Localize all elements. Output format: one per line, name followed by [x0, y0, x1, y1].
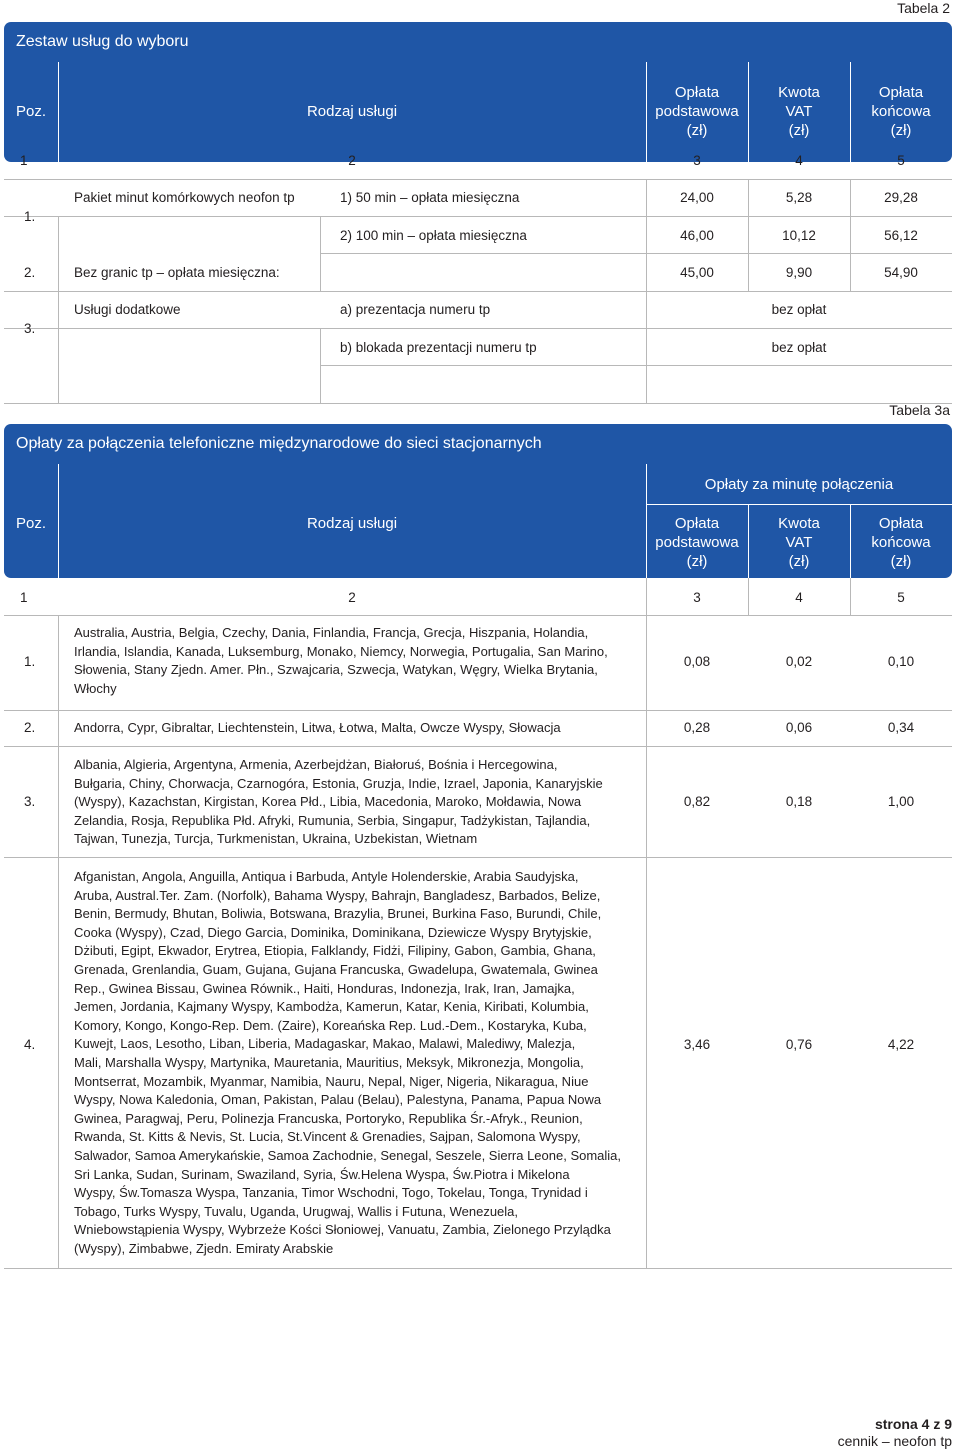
row-vat: 0,76 [785, 1037, 813, 1052]
row-poz: 2. [24, 720, 36, 735]
sub-total: 56,12 [884, 228, 918, 243]
colnum: 3 [693, 153, 701, 168]
row-base: 0,28 [683, 720, 711, 735]
sub-base: 46,00 [680, 228, 714, 243]
row-poz: 1. [24, 654, 36, 669]
table3a-title: Opłaty za połączenia telefoniczne międzynarodowe do sieci stacjonarnych [4, 424, 952, 464]
row-poz: 2. [24, 265, 36, 280]
row-vat: 0,06 [785, 720, 813, 735]
row-poz: 3. [24, 321, 36, 336]
row-total: 1,00 [887, 794, 915, 809]
sub-value: bez opłat [771, 340, 827, 355]
colnum: 5 [897, 153, 905, 168]
row-service: Usługi dodatkowe [74, 302, 181, 317]
colnum: 4 [795, 153, 803, 168]
doc-name: cennik – neofon tp [837, 1433, 952, 1449]
row-total: 4,22 [887, 1037, 915, 1052]
sub-total: 29,28 [884, 190, 918, 205]
header-rodzaj: Rodzaj usługi [306, 515, 398, 532]
colnum: 1 [20, 590, 28, 605]
header-group: Opłaty za minutę połączenia [704, 476, 894, 493]
colnum: 1 [20, 153, 28, 168]
row-total: 0,34 [887, 720, 915, 735]
colnum: 3 [693, 590, 701, 605]
header-koncowa: Opłata końcowa (zł) [871, 515, 931, 570]
header-podstawowa: Opłata podstawowa (zł) [655, 515, 739, 570]
row-vat: 9,90 [785, 265, 813, 280]
table3a-header [4, 464, 952, 578]
table2 [4, 22, 952, 162]
colnum: 2 [348, 153, 356, 168]
header-podstawowa: Opłata podstawowa (zł) [655, 84, 739, 139]
colnum: 4 [795, 590, 803, 605]
row-poz: 4. [24, 1037, 36, 1052]
table3a-label: Tabela 3a [889, 402, 950, 418]
row-countries: Australia, Austria, Belgia, Czechy, Dania, Finlandia, Francja, Grecja, Hiszpania, Holandia, Irlandia, Islandia, Kanada, Luksemburg, Monako, Niemcy, Norwegia, Portugalia, San Marino, Słowenia, Stany Zjedn. Amer. Płn., Szwajcaria, Szwecja, Watykan, Węgry, Wielka Brytania, Włochy [74, 625, 608, 696]
header-vat: Kwota VAT (zł) [778, 515, 820, 570]
row-poz: 3. [24, 794, 36, 809]
row-vat: 0,18 [785, 794, 813, 809]
colnum: 5 [897, 590, 905, 605]
sub-name: 1) 50 min – opłata miesięczna [340, 190, 520, 205]
header-rodzaj: Rodzaj usługi [306, 103, 398, 120]
table3a [4, 424, 952, 578]
header-poz: Poz. [15, 103, 46, 120]
row-base: 0,08 [683, 654, 711, 669]
sub-vat: 5,28 [785, 190, 813, 205]
row-countries: Albania, Algieria, Argentyna, Armenia, Azerbejdżan, Białoruś, Bośnia i Hercegowina, Bułgaria, Chiny, Chorwacja, Czarnogóra, Estonia, Gruzja, Indie, Izrael, Japonia, Kanaryjskie (Wyspy), Kazachstan, Kirgistan, Korea Płd., Libia, Macedonia, Maroko, Mołdawia, Nowa Zelandia, Rosja, Republika Płd. Afryki, Rumunia, Serbia, Singapur, Tadżykistan, Tajlandia, Tajwan, Tunezja, Turcja, Turkmenistan, Ukraina, Uzbekistan, Wietnam [74, 757, 603, 847]
sub-name: b) blokada prezentacji numeru tp [340, 340, 537, 355]
row-base: 45,00 [680, 265, 714, 280]
footer [838, 1416, 952, 1450]
colnum: 2 [348, 590, 356, 605]
sub-vat: 10,12 [782, 228, 816, 243]
sub-name: a) prezentacja numeru tp [340, 302, 491, 317]
row-vat: 0,02 [785, 654, 813, 669]
row-countries: Afganistan, Angola, Anguilla, Antiqua i Barbuda, Antyle Holenderskie, Arabia Saudyjska, Aruba, Austral.Ter. Zam. (Norfolk), Bahama Wyspy, Bahrajn, Bangladesz, Barbados, Belize, Benin, Bermudy, Bhutan, Boliwia, Botswana, Brazylia, Brunei, Burkina Faso, Burundi, Chile, Cooka (Wyspy), Czad, Diego Garcia, Dominika, Dominikana, Dziewicze Wyspy Brytyjskie, Dżibuti, Egipt, Ekwador, Erytrea, Etiopia, Falklandy, Fidżi, Filipiny, Gabon, Gambia, Ghana, Grenada, Grenlandia, Guam, Gujana, Gujana Francuska, Gwadelupa, Gwatemala, Gwinea Rep., Gwinea Bissau, Gwinea Równik., Haiti, Honduras, Indonezja, Irak, Iran, Jamajka, Jemen, Jordania, Kajmany Wyspy, Kambodża, Kamerun, Katar, Kenia, Kiribati, Kolumbia, Komory, Kongo, Kongo-Rep. Dem. (Zaire), Koreańska Rep. Lud.-Dem., Kostaryka, Kuba, Kuwejt, Laos, Lesotho, Liban, Liberia, Madagaskar, Makao, Malawi, Malediwy, Malezja, Mali, Marshalla Wyspy, Martynika, Mauretania, Mauritius, Meksyk, Mikronezja, Mongolia, Montserrat, Mozambik, Myanmar, Namibia, Nauru, Nepal, Niger, Nigeria, Nikaragua, Niue Wyspy, Nowa Kaledonia, Oman, Pakistan, Palau (Belau), Palestyna, Panama, Papua Nowa Gwinea, Paragwaj, Peru, Polinezja Francuska, Portoryko, Republika Śr.-Afryk., Reunion, Rwanda, St. Kitts & Nevis, St. Lucia, St.Vincent & Grenadies, Sajpan, Salomona Wyspy, Salwador, Samoa Amerykańskie, Samoa Zachodnie, Senegal, Seszele, Sierra Leone, Somalia, Sri Lanka, Sudan, Surinam, Swaziland, Syria, Św.Helena Wyspa, Św.Piotra i Mikelona Wyspy, Św.Tomasza Wyspa, Tanzania, Timor Wschodni, Togo, Tokelau, Tonga, Trynidad i Tobago, Turks Wyspy, Tuvalu, Uganda, Urugwaj, Wallis i Futuna, Wenezuela, Wniebowstąpienia Wyspy, Wybrzeże Kości Słoniowej, Vanuatu, Zambia, Zielonego Przylądka (Wyspy), Zimbabwe, Zjedn. Emiraty Arabskie [74, 869, 622, 1256]
header-koncowa: Opłata końcowa (zł) [871, 84, 931, 139]
row-service: Bez granic tp – opłata miesięczna: [74, 265, 280, 280]
row-poz: 1. [24, 209, 36, 224]
table2-label: Tabela 2 [897, 0, 950, 16]
header-vat: Kwota VAT (zł) [778, 84, 820, 139]
row-base: 3,46 [683, 1037, 711, 1052]
page-number: strona 4 z 9 [874, 1416, 952, 1432]
header-poz: Poz. [15, 515, 46, 532]
sub-value: bez opłat [771, 302, 827, 317]
row-base: 0,82 [683, 794, 711, 809]
row-service: Pakiet minut komórkowych neofon tp [74, 190, 295, 205]
row-total: 0,10 [887, 654, 915, 669]
sub-base: 24,00 [680, 190, 714, 205]
table2-title: Zestaw usług do wyboru [4, 22, 952, 62]
sub-name: 2) 100 min – opłata miesięczna [340, 228, 527, 243]
row-countries: Andorra, Cypr, Gibraltar, Liechtenstein, Litwa, Łotwa, Malta, Owcze Wyspy, Słowacja [74, 720, 561, 735]
row-total: 54,90 [884, 265, 918, 280]
table2-header [4, 62, 952, 162]
